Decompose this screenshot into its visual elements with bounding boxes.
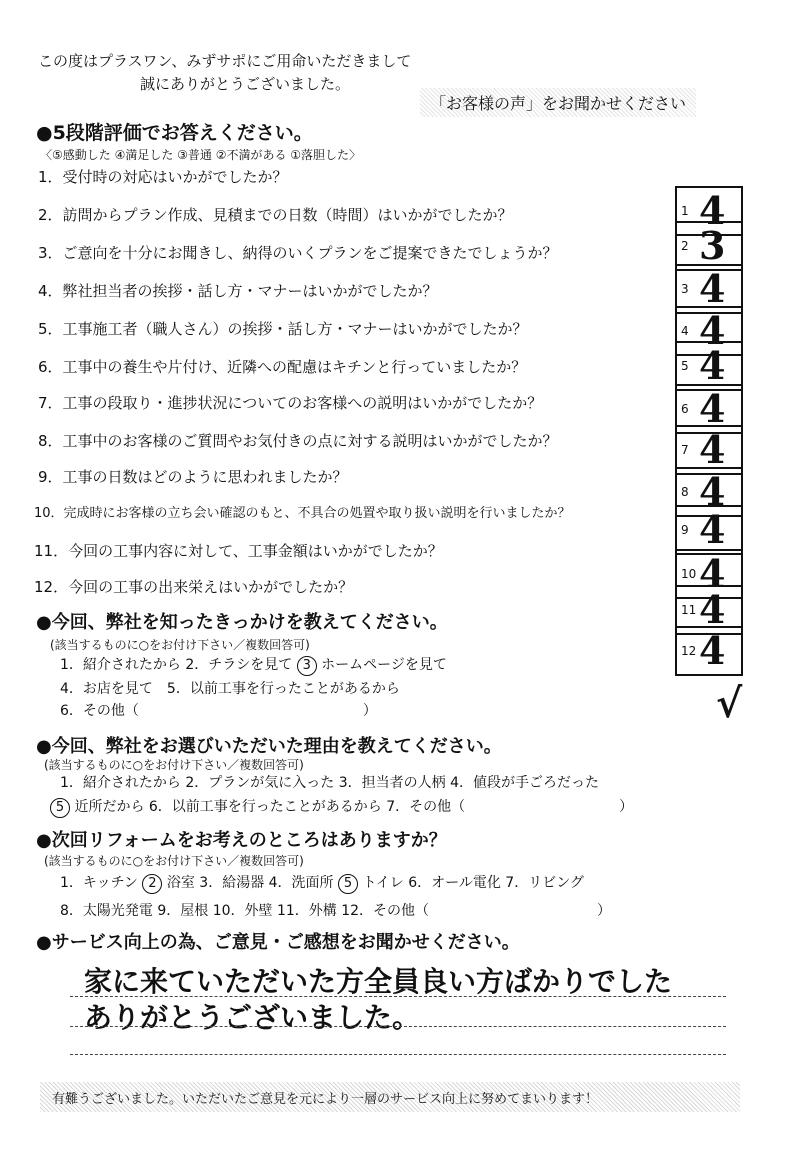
- answer-value: 4: [699, 427, 726, 472]
- answer-number: 7: [681, 443, 689, 457]
- answer-value: 4: [699, 469, 726, 514]
- rating-scale: 〈⑤感動した ④満足した ③普通 ②不満がある ①落胆した〉: [40, 148, 362, 162]
- next-options-c: トイレ 6．オール電化 7．リビング: [362, 875, 584, 891]
- next-circled-choice-b: 5: [338, 874, 358, 894]
- answer-value: 4: [699, 587, 726, 632]
- source-options-b: ホームページを見て: [321, 657, 447, 673]
- source-line-1: [60, 654, 447, 676]
- question-9: 9．工事の日数はどのように思われましたか？: [38, 468, 348, 486]
- answer-number: 5: [681, 359, 689, 373]
- comment-rule-2: [70, 1026, 726, 1027]
- check-mark: √: [716, 680, 743, 727]
- answer-number: 4: [681, 324, 689, 338]
- answer-number: 8: [681, 485, 689, 499]
- source-options-a: 1．紹介されたから 2．チラシを見て: [60, 657, 293, 673]
- handwritten-comment-2: ありがとうございました。: [84, 1001, 421, 1034]
- intro-line-2: 誠にありがとうございました。: [140, 75, 351, 93]
- next-reform-line-2: 8．太陽光発電 9．屋根 10．外壁 11．外構 12．その他（ ）: [60, 903, 612, 919]
- question-4: 4．弊社担当者の挨拶・話し方・マナーはいかがでしたか？: [38, 282, 438, 300]
- question-10: 10．完成時にお客様の立ち会い確認のもと、不具合の処置や取り扱い説明を行いましたか？: [34, 506, 571, 521]
- question-3: 3．ご意向を十分にお聞きし、納得のいくプランをご提案できたでしょうか？: [38, 244, 558, 262]
- source-note: (該当するものに○をお付け下さい／複数回答可): [50, 638, 310, 652]
- question-1: 1．受付時の対応はいかがでしたか？: [38, 168, 288, 186]
- question-12: 12．今回の工事の出来栄えはいかがでしたか？: [34, 578, 354, 596]
- question-7: 7．工事の段取り・進捗状況についてのお客様への説明はいかがでしたか？: [38, 394, 543, 412]
- next-reform-heading: ●次回リフォームをお考えのところはありますか？: [36, 830, 447, 851]
- next-circled-choice-a: 2: [142, 874, 162, 894]
- answer-value: 4: [699, 507, 726, 552]
- source-line-2: 4．お店を見て 5．以前工事を行ったことがあるから: [60, 681, 400, 697]
- answer-value: 3: [699, 223, 726, 268]
- source-line-3: 6．その他（ ）: [60, 703, 377, 719]
- reason-options: 近所だから 6．以前工事を行ったことがあるから 7．その他（ ）: [74, 799, 634, 815]
- answer-value: 4: [699, 188, 726, 233]
- source-circled-choice: 3: [297, 656, 317, 676]
- answer-number: 11: [681, 603, 697, 617]
- next-reform-line-1: [60, 872, 584, 894]
- next-reform-note: (該当するものに○をお付け下さい／複数回答可): [44, 854, 304, 868]
- comment-rule-3: [70, 1054, 726, 1055]
- question-5: 5．工事施工者（職人さん）の挨拶・話し方・マナーはいかがでしたか？: [38, 320, 528, 338]
- answer-box-9: [675, 505, 743, 555]
- reason-note: (該当するものに○をお付け下さい／複数回答可): [44, 758, 304, 772]
- answer-value: 4: [699, 551, 726, 596]
- intro-line-1: この度はプラスワン、みずサポにご用命いただきまして: [38, 52, 412, 70]
- answer-number: 6: [681, 402, 689, 416]
- customer-voice-badge: 「お客様の声」をお聞かせください: [420, 88, 696, 117]
- answer-box-12: [675, 626, 743, 676]
- answer-number: 10: [681, 567, 697, 581]
- question-8: 8．工事中のお客様のご質問やお気付きの点に対する説明はいかがでしたか？: [38, 432, 558, 450]
- answer-value: 4: [699, 628, 726, 673]
- feedback-heading: ●サービス向上の為、ご意見・ご感想をお聞かせください。: [36, 932, 520, 953]
- reason-line-2: [50, 796, 633, 818]
- reason-circled-choice: 5: [50, 798, 70, 818]
- next-options-a: 1．キッチン: [60, 875, 138, 891]
- answer-number: 1: [681, 204, 689, 218]
- source-heading: ●今回、弊社を知ったきっかけを教えてください。: [36, 612, 448, 633]
- answer-value: 4: [699, 266, 726, 311]
- answer-number: 2: [681, 239, 689, 253]
- answer-value: 4: [699, 386, 726, 431]
- answer-value: 4: [699, 308, 726, 353]
- answer-number: 3: [681, 282, 689, 296]
- question-2: 2．訪問からプラン作成、見積までの日数（時間）はいかがでしたか？: [38, 206, 513, 224]
- footer-message: 有難うございました。いただいたご意見を元により一層のサービス向上に努めてまいります！: [52, 1092, 599, 1107]
- next-options-b: 浴室 3．給湯器 4．洗面所: [166, 875, 334, 891]
- reason-heading: ●今回、弊社をお選びいただいた理由を教えてください。: [36, 736, 502, 757]
- handwritten-comment-1: 家に来ていただいた方全員良い方ばかりでした: [84, 965, 673, 998]
- answer-number: 9: [681, 523, 689, 537]
- reason-line-1: 1．紹介されたから 2．プランが気に入った 3．担当者の人柄 4．値段が手ごろだった: [60, 775, 599, 791]
- question-11: 11．今回の工事内容に対して、工事金額はいかがでしたか？: [34, 542, 443, 560]
- answer-number: 12: [681, 644, 697, 658]
- rating-heading: ●5段階評価でお答えください。: [36, 122, 313, 144]
- answer-value: 4: [699, 343, 726, 388]
- question-6: 6．工事中の養生や片付け、近隣への配慮はキチンと行っていましたか？: [38, 358, 527, 376]
